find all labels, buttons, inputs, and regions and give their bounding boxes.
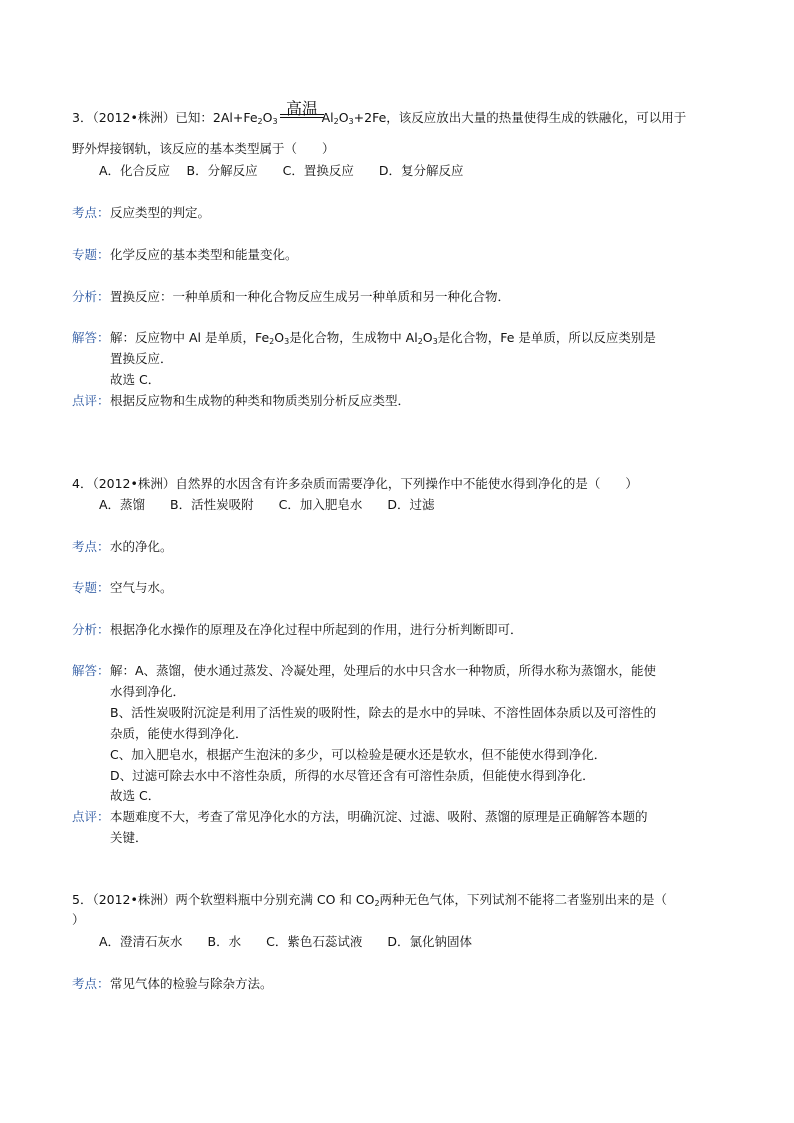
q4-jieda-line7: 故选 C．: [110, 788, 161, 803]
q3-stem-line1: 3．（2012•株洲）已知：$2Al+Fe_2O_3$ $Al_2O_3+2Fe$，该反应放出大量的热量使得生成的铁融化，可以用于: [72, 110, 687, 126]
q4-jieda-line3: B、活性炭吸附沉淀是利用了活性炭的吸附性，除去的是水中的异味、不溶性固体杂质以及可溶性的: [110, 705, 657, 720]
q4-jieda-line2: 水得到净化．: [110, 684, 186, 699]
q5-stem-line2: ）: [72, 912, 85, 927]
reaction-condition: 高温: [286, 99, 319, 118]
q5-options: A．澄清石灰水 B．水 C．紫色石蕊试液 D．氯化钠固体: [99, 934, 472, 949]
q4-dianping-label: 点评：: [72, 809, 110, 824]
q4-fenxi-label: 分析：: [72, 622, 110, 637]
q3-fenxi-label: 分析：: [72, 289, 110, 304]
q3-jieda-line1: 解：反应物中 Al 是单质，$Fe_2O_3$是化合物，生成物中 $Al_2O_3$是化合物，Fe 是单质，所以反应类别是: [110, 330, 656, 346]
q4-jieda-line4: 杂质，能使水得到净化．: [110, 726, 248, 741]
q3-dianping: 根据反应物和生成物的种类和物质类别分析反应类型．: [110, 393, 411, 408]
q4-zhuanti-label: 专题：: [72, 580, 110, 595]
q3-options: A．化合反应 B．分解反应 C．置换反应 D．复分解反应: [99, 163, 464, 178]
q3-jieda-line2: 置换反应．: [110, 351, 173, 366]
q4-jieda-line1: 解：A、蒸馏，使水通过蒸发、冷凝处理，处理后的水中只含水一种物质，所得水称为蒸馏水，能使: [110, 663, 657, 678]
q4-jieda-label: 解答：: [72, 663, 110, 678]
q4-zhuanti: 空气与水。: [110, 580, 173, 595]
q3-dianping-label: 点评：: [72, 393, 110, 408]
q4-kaodian-label: 考点：: [72, 539, 110, 554]
q5-kaodian-label: 考点：: [72, 976, 110, 991]
q4-options: A．蒸馏 B．活性炭吸附 C．加入肥皂水 D．过滤: [99, 497, 435, 512]
q4-jieda-line5: C、加入肥皂水，根据产生泡沫的多少，可以检验是硬水还是软水，但不能使水得到净化．: [110, 747, 607, 762]
q3-jieda-line3: 故选 C．: [110, 372, 161, 387]
q3-fenxi: 置换反应：一种单质和一种化合物反应生成另一种单质和另一种化合物．: [110, 289, 511, 304]
q5-kaodian: 常见气体的检验与除杂方法。: [110, 976, 273, 991]
q4-kaodian: 水的净化。: [110, 539, 173, 554]
q3-kaodian-label: 考点：: [72, 205, 110, 220]
q3-stem-line2: 野外焊接钢轨，该反应的基本类型属于（ ）: [72, 141, 335, 156]
q5-stem-line1: 5．（2012•株洲）两个软塑料瓶中分别充满 CO 和 $CO_2$两种无色气体，下列试剂不能将二者鉴别出来的是（: [72, 892, 668, 908]
q4-fenxi: 根据净化水操作的原理及在净化过程中所起到的作用，进行分析判断即可．: [110, 622, 523, 637]
q3-zhuanti: 化学反应的基本类型和能量变化。: [110, 247, 298, 262]
q3-kaodian: 反应类型的判定。: [110, 205, 211, 220]
q4-jieda-line6: D、过滤可除去水中不溶性杂质，所得的水尽管还含有可溶性杂质，但能使水得到净化．: [110, 768, 595, 783]
q4-dianping-line2: 关键．: [110, 830, 148, 845]
q4-stem: 4．（2012•株洲）自然界的水因含有许多杂质而需要净化，下列操作中不能使水得到净化的是（ ）: [72, 476, 638, 491]
q3-zhuanti-label: 专题：: [72, 247, 110, 262]
q3-jieda-label: 解答：: [72, 330, 110, 345]
q4-dianping-line1: 本题难度不大，考查了常见净化水的方法，明确沉淀、过滤、吸附、蒸馏的原理是正确解答本题的: [110, 809, 648, 824]
